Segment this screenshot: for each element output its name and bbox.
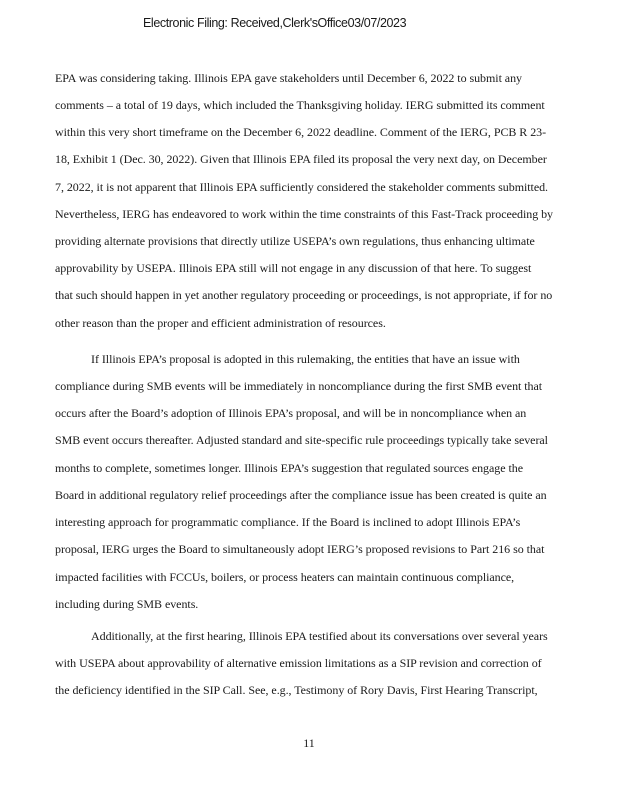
text-line: providing alternate provisions that directly utilize USEPA’s own regulations, thus enhancing ultimate bbox=[55, 234, 535, 248]
paragraph-first-line: Additionally, at the first hearing, Illinois EPA testified about its conversations over several years bbox=[91, 629, 548, 643]
text-line: months to complete, sometimes longer. Illinois EPA’s suggestion that regulated sources engage the bbox=[55, 461, 523, 475]
text-line: EPA was considering taking. Illinois EPA gave stakeholders until December 6, 2022 to submit any bbox=[55, 71, 522, 85]
text-line: the deficiency identified in the SIP Call. See, e.g., Testimony of Rory Davis, First Hearing Transcript, bbox=[55, 683, 538, 697]
filing-stamp: Electronic Filing: Received,Clerk'sOffice03/07/2023 bbox=[143, 16, 407, 30]
text-line: other reason than the proper and efficient administration of resources. bbox=[55, 316, 386, 330]
text-line: occurs after the Board’s adoption of Illinois EPA’s proposal, and will be in noncompliance when an bbox=[55, 406, 527, 420]
text-line: with USEPA about approvability of alternative emission limitations as a SIP revision and correction of bbox=[55, 656, 542, 670]
page-number: 11 bbox=[303, 736, 315, 750]
text-line: impacted facilities with FCCUs, boilers, or process heaters can maintain continuous compliance, bbox=[55, 570, 515, 584]
text-line: that such should happen in yet another regulatory proceeding or proceedings, is not appropriate, if for no bbox=[55, 288, 553, 302]
text-line: proposal, IERG urges the Board to simultaneously adopt IERG’s proposed revisions to Part 216 so that bbox=[55, 542, 545, 556]
text-line: Nevertheless, IERG has endeavored to work within the time constraints of this Fast-Track proceeding by bbox=[55, 207, 554, 221]
text-line: 18, Exhibit 1 (Dec. 30, 2022). Given that Illinois EPA filed its proposal the very next day, on December bbox=[55, 152, 547, 166]
text-line: within this very short timeframe on the December 6, 2022 deadline. Comment of the IERG, PCB R 23- bbox=[55, 125, 547, 139]
text-line: approvability by USEPA. Illinois EPA still will not engage in any discussion of that here. To suggest bbox=[55, 261, 532, 275]
text-line: interesting approach for programmatic compliance. If the Board is inclined to adopt Illinois EPA’s bbox=[55, 515, 521, 529]
text-line: 7, 2022, it is not apparent that Illinois EPA sufficiently considered the stakeholder comments submitted. bbox=[55, 180, 549, 194]
text-line: compliance during SMB events will be immediately in noncompliance during the first SMB event that bbox=[55, 379, 543, 393]
text-line: including during SMB events. bbox=[55, 597, 199, 611]
paragraph-first-line: If Illinois EPA’s proposal is adopted in this rulemaking, the entities that have an issue with bbox=[91, 352, 520, 366]
text-line: SMB event occurs thereafter. Adjusted standard and site-specific rule proceedings typically take several bbox=[55, 433, 548, 447]
text-line: Board in additional regulatory relief proceedings after the compliance issue has been created is quite an bbox=[55, 488, 547, 502]
text-line: comments – a total of 19 days, which included the Thanksgiving holiday. IERG submitted its comment bbox=[55, 98, 545, 112]
